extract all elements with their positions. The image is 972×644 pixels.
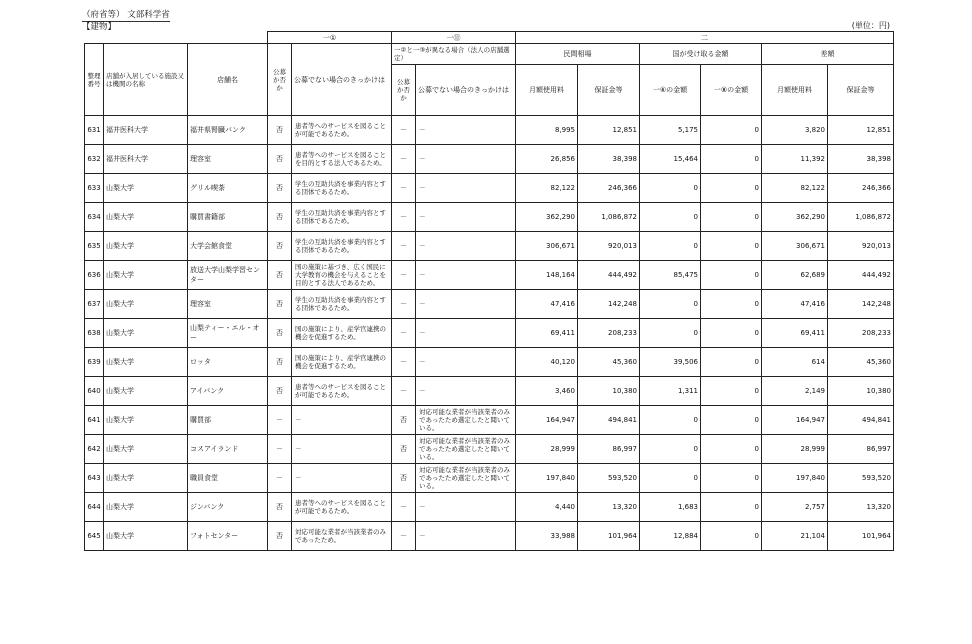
- row-diff-deposit: 10,380: [828, 377, 894, 406]
- row-diff-deposit: 101,964: [828, 522, 894, 551]
- row-diff-monthly: 62,689: [762, 261, 828, 290]
- table-row: [85, 116, 894, 145]
- row-number: 644: [85, 493, 104, 522]
- row-store: ジンバンク: [188, 493, 268, 522]
- row-facility: 山梨大学: [104, 435, 188, 464]
- row-number: 645: [85, 522, 104, 551]
- row-diff-monthly: 2,149: [762, 377, 828, 406]
- row-diff-monthly: 47,416: [762, 290, 828, 319]
- row-diff-monthly: 164,947: [762, 406, 828, 435]
- row-diff-deposit: 246,366: [828, 174, 894, 203]
- row-facility: 山梨大学: [104, 493, 188, 522]
- row-number: 637: [85, 290, 104, 319]
- row-facility: 福井医科大学: [104, 145, 188, 174]
- row-state-amount-6: 1,683: [640, 493, 701, 522]
- col-minkan: 民間相場: [516, 44, 640, 65]
- row-facility: 山梨大学: [104, 174, 188, 203]
- row-reason2: 対応可能な業者が当該業者のみであったため選定したと聞いている。: [416, 406, 516, 435]
- unit-label: (単位：円): [851, 21, 890, 30]
- row-diff-monthly: 306,671: [762, 232, 828, 261]
- row-koubo: 否: [268, 290, 292, 319]
- table-row: [85, 377, 894, 406]
- row-store: 福井県腎臓バンク: [188, 116, 268, 145]
- table-row: [85, 145, 894, 174]
- table-row: [85, 522, 894, 551]
- row-market-deposit: 101,964: [578, 522, 640, 551]
- row-koubo2: －: [392, 319, 416, 348]
- row-market-monthly: 362,290: [516, 203, 578, 232]
- row-market-monthly: 164,947: [516, 406, 578, 435]
- row-market-monthly: 47,416: [516, 290, 578, 319]
- row-reason2: －: [416, 348, 516, 377]
- table-row: [85, 348, 894, 377]
- col-seiri: 整理番号: [85, 44, 104, 116]
- row-state-amount-6: 12,884: [640, 522, 701, 551]
- row-koubo: －: [268, 464, 292, 493]
- row-koubo: 否: [268, 232, 292, 261]
- row-diff-monthly: 2,757: [762, 493, 828, 522]
- col-monthly2: 月額使用料: [762, 65, 828, 116]
- row-reason2: 対応可能な業者が当該業者のみであったため選定したと聞いている。: [416, 464, 516, 493]
- row-state-amount-8: 0: [701, 348, 762, 377]
- row-diff-deposit: 13,320: [828, 493, 894, 522]
- row-store: 大学会館食堂: [188, 232, 268, 261]
- row-reason2: －: [416, 290, 516, 319]
- row-reason2: －: [416, 261, 516, 290]
- row-market-deposit: 444,492: [578, 261, 640, 290]
- row-market-monthly: 28,999: [516, 435, 578, 464]
- row-number: 633: [85, 174, 104, 203]
- row-koubo2: －: [392, 203, 416, 232]
- row-diff-monthly: 21,104: [762, 522, 828, 551]
- row-koubo: 否: [268, 203, 292, 232]
- table-row: [85, 203, 894, 232]
- col-koubo: 公募か否か: [268, 44, 292, 116]
- row-number: 634: [85, 203, 104, 232]
- row-facility: 山梨大学: [104, 232, 188, 261]
- row-reason: 学生の互助共済を事業内容とする団体であるため。: [292, 290, 392, 319]
- row-market-deposit: 1,086,872: [578, 203, 640, 232]
- row-number: 640: [85, 377, 104, 406]
- row-koubo2: －: [392, 377, 416, 406]
- row-market-deposit: 208,233: [578, 319, 640, 348]
- row-koubo: 否: [268, 145, 292, 174]
- row-market-deposit: 13,320: [578, 493, 640, 522]
- row-diff-monthly: 197,840: [762, 464, 828, 493]
- col-koubo2: 公募か否か: [392, 65, 416, 116]
- row-market-deposit: 920,013: [578, 232, 640, 261]
- row-facility: 山梨大学: [104, 261, 188, 290]
- row-facility: 山梨大学: [104, 203, 188, 232]
- row-reason: 国の施策により、産学官連携の機会を促進するため。: [292, 319, 392, 348]
- col-deposit2: 保証金等: [828, 65, 894, 116]
- col-sagaku: 差額: [762, 44, 894, 65]
- row-store: グリル喫茶: [188, 174, 268, 203]
- store-table: [84, 31, 894, 551]
- row-state-amount-6: 0: [640, 232, 701, 261]
- row-facility: 山梨大学: [104, 348, 188, 377]
- col-amt8: 一⑧の金額: [701, 65, 762, 116]
- row-market-deposit: 142,248: [578, 290, 640, 319]
- row-reason: 患者等へのサービスを図ることが可能であるため。: [292, 493, 392, 522]
- row-state-amount-8: 0: [701, 319, 762, 348]
- row-diff-monthly: 11,392: [762, 145, 828, 174]
- row-diff-deposit: 208,233: [828, 319, 894, 348]
- row-diff-monthly: 28,999: [762, 435, 828, 464]
- row-diff-monthly: 614: [762, 348, 828, 377]
- col-monthly: 月額使用料: [516, 65, 578, 116]
- row-market-monthly: 306,671: [516, 232, 578, 261]
- row-state-amount-8: 0: [701, 116, 762, 145]
- row-number: 636: [85, 261, 104, 290]
- row-market-deposit: 45,360: [578, 348, 640, 377]
- row-facility: 福井医科大学: [104, 116, 188, 145]
- row-koubo: 否: [268, 522, 292, 551]
- col-deposit: 保証金等: [578, 65, 640, 116]
- row-facility: 山梨大学: [104, 522, 188, 551]
- row-market-deposit: 10,380: [578, 377, 640, 406]
- table-row: [85, 290, 894, 319]
- table-row: [85, 493, 894, 522]
- row-state-amount-8: 0: [701, 464, 762, 493]
- row-state-amount-8: 0: [701, 261, 762, 290]
- row-number: 643: [85, 464, 104, 493]
- row-state-amount-8: 0: [701, 145, 762, 174]
- row-diff-deposit: 12,851: [828, 116, 894, 145]
- row-reason: 国の施策により、産学官連携の機会を促進するため。: [292, 348, 392, 377]
- table-row: [85, 174, 894, 203]
- row-diff-deposit: 86,997: [828, 435, 894, 464]
- row-state-amount-6: 1,311: [640, 377, 701, 406]
- table-row: [85, 232, 894, 261]
- row-facility: 山梨大学: [104, 319, 188, 348]
- row-koubo: 否: [268, 377, 292, 406]
- row-number: 631: [85, 116, 104, 145]
- row-store: 購買部: [188, 406, 268, 435]
- group3-header: 一②と一③が異なる場合（法人の店舗選定）: [392, 44, 516, 65]
- row-reason2: －: [416, 174, 516, 203]
- row-facility: 山梨大学: [104, 290, 188, 319]
- row-market-monthly: 69,411: [516, 319, 578, 348]
- row-diff-deposit: 593,520: [828, 464, 894, 493]
- row-state-amount-8: 0: [701, 406, 762, 435]
- row-koubo2: －: [392, 145, 416, 174]
- row-koubo2: －: [392, 116, 416, 145]
- row-diff-monthly: 82,122: [762, 174, 828, 203]
- row-state-amount-6: 39,506: [640, 348, 701, 377]
- row-number: 635: [85, 232, 104, 261]
- row-state-amount-8: 0: [701, 522, 762, 551]
- row-diff-deposit: 45,360: [828, 348, 894, 377]
- group4-header: 二: [516, 32, 894, 44]
- row-market-monthly: 26,856: [516, 145, 578, 174]
- row-number: 639: [85, 348, 104, 377]
- row-koubo2: －: [392, 348, 416, 377]
- row-market-monthly: 148,164: [516, 261, 578, 290]
- row-number: 641: [85, 406, 104, 435]
- row-koubo2: －: [392, 261, 416, 290]
- group2-header: 一⑪: [392, 32, 516, 44]
- row-state-amount-6: 5,175: [640, 116, 701, 145]
- row-koubo: －: [268, 435, 292, 464]
- ministry-label: （府省等） 文部科学省: [82, 10, 170, 20]
- table-row: [85, 464, 894, 493]
- col-kuni: 国が受け取る金額: [640, 44, 762, 65]
- row-koubo2: －: [392, 290, 416, 319]
- row-store: 理容室: [188, 290, 268, 319]
- row-state-amount-6: 15,464: [640, 145, 701, 174]
- table-row: [85, 406, 894, 435]
- row-store: 購買書籍部: [188, 203, 268, 232]
- table-row: [85, 319, 894, 348]
- row-store: アイバンク: [188, 377, 268, 406]
- row-market-monthly: 40,120: [516, 348, 578, 377]
- row-diff-deposit: 1,086,872: [828, 203, 894, 232]
- row-koubo2: 否: [392, 435, 416, 464]
- row-state-amount-6: 0: [640, 406, 701, 435]
- row-state-amount-6: 0: [640, 290, 701, 319]
- group1-header: 一①: [268, 32, 392, 44]
- row-state-amount-6: 0: [640, 319, 701, 348]
- table-row: [85, 261, 894, 290]
- row-reason: －: [292, 464, 392, 493]
- row-koubo2: －: [392, 232, 416, 261]
- row-market-monthly: 197,840: [516, 464, 578, 493]
- row-koubo2: －: [392, 522, 416, 551]
- row-diff-monthly: 362,290: [762, 203, 828, 232]
- row-state-amount-8: 0: [701, 203, 762, 232]
- row-store: 放送大学山梨学習センター: [188, 261, 268, 290]
- row-state-amount-8: 0: [701, 232, 762, 261]
- row-number: 638: [85, 319, 104, 348]
- row-koubo: 否: [268, 174, 292, 203]
- row-koubo2: 否: [392, 406, 416, 435]
- col-amt6: 一⑥の金額: [640, 65, 701, 116]
- row-state-amount-8: 0: [701, 493, 762, 522]
- row-store: 理容室: [188, 145, 268, 174]
- section-label: 【建物】: [82, 22, 117, 32]
- row-facility: 山梨大学: [104, 406, 188, 435]
- row-store: 職員食堂: [188, 464, 268, 493]
- row-koubo: 否: [268, 348, 292, 377]
- row-state-amount-6: 0: [640, 464, 701, 493]
- row-koubo: 否: [268, 493, 292, 522]
- row-reason: －: [292, 406, 392, 435]
- row-store: コスアイランド: [188, 435, 268, 464]
- row-market-monthly: 33,988: [516, 522, 578, 551]
- row-reason: 患者等へのサービスを図ることを目的とする法人であるため。: [292, 145, 392, 174]
- row-store: ロッタ: [188, 348, 268, 377]
- row-state-amount-8: 0: [701, 435, 762, 464]
- col-store: 店舗名: [188, 44, 268, 116]
- row-facility: 山梨大学: [104, 377, 188, 406]
- row-diff-monthly: 3,820: [762, 116, 828, 145]
- row-reason: 学生の互助共済を事業内容とする団体であるため。: [292, 232, 392, 261]
- row-reason2: －: [416, 493, 516, 522]
- row-store: フォトセンター: [188, 522, 268, 551]
- row-reason: 患者等へのサービスを図ることが可能であるため。: [292, 116, 392, 145]
- row-market-monthly: 4,440: [516, 493, 578, 522]
- row-reason2: －: [416, 522, 516, 551]
- row-koubo2: 否: [392, 464, 416, 493]
- row-reason2: －: [416, 145, 516, 174]
- row-diff-deposit: 142,248: [828, 290, 894, 319]
- row-reason: 学生の互助共済を事業内容とする団体であるため。: [292, 203, 392, 232]
- row-number: 642: [85, 435, 104, 464]
- col-facility: 店舗が入居している施設又は機関の名称: [104, 44, 188, 116]
- row-state-amount-6: 0: [640, 435, 701, 464]
- row-diff-deposit: 920,013: [828, 232, 894, 261]
- row-market-monthly: 3,460: [516, 377, 578, 406]
- row-state-amount-6: 85,475: [640, 261, 701, 290]
- row-reason2: －: [416, 377, 516, 406]
- row-market-monthly: 82,122: [516, 174, 578, 203]
- row-reason2: －: [416, 116, 516, 145]
- row-market-deposit: 38,398: [578, 145, 640, 174]
- row-koubo: 否: [268, 261, 292, 290]
- row-market-deposit: 86,997: [578, 435, 640, 464]
- row-diff-deposit: 494,841: [828, 406, 894, 435]
- row-market-deposit: 593,520: [578, 464, 640, 493]
- row-reason2: －: [416, 319, 516, 348]
- row-facility: 山梨大学: [104, 464, 188, 493]
- row-reason2: －: [416, 232, 516, 261]
- col-reason2: 公募でない場合のきっかけは: [416, 65, 516, 116]
- row-reason: 国の施策に基づき、広く国民に大学教育の機会を与えることを目的とする法人であるため。: [292, 261, 392, 290]
- row-market-deposit: 12,851: [578, 116, 640, 145]
- row-state-amount-6: 0: [640, 203, 701, 232]
- row-market-monthly: 8,995: [516, 116, 578, 145]
- row-store: 山梨ティー・エル・オー: [188, 319, 268, 348]
- row-state-amount-6: 0: [640, 174, 701, 203]
- row-reason: 患者等へのサービスを図ることが可能であるため。: [292, 377, 392, 406]
- row-state-amount-8: 0: [701, 174, 762, 203]
- row-diff-deposit: 38,398: [828, 145, 894, 174]
- row-reason: －: [292, 435, 392, 464]
- row-koubo: 否: [268, 319, 292, 348]
- row-diff-monthly: 69,411: [762, 319, 828, 348]
- row-koubo: 否: [268, 116, 292, 145]
- row-reason2: －: [416, 203, 516, 232]
- row-market-deposit: 246,366: [578, 174, 640, 203]
- table-row: [85, 435, 894, 464]
- row-koubo2: －: [392, 174, 416, 203]
- row-state-amount-8: 0: [701, 290, 762, 319]
- row-reason2: 対応可能な業者が当該業者のみであったため選定したと聞いている。: [416, 435, 516, 464]
- row-koubo: －: [268, 406, 292, 435]
- row-reason: 学生の互助共済を事業内容とする団体であるため。: [292, 174, 392, 203]
- row-market-deposit: 494,841: [578, 406, 640, 435]
- row-koubo2: －: [392, 493, 416, 522]
- row-reason: 対応可能な業者が当該業者のみであったため。: [292, 522, 392, 551]
- row-diff-deposit: 444,492: [828, 261, 894, 290]
- row-number: 632: [85, 145, 104, 174]
- col-reason: 公募でない場合のきっかけは: [292, 44, 392, 116]
- row-state-amount-8: 0: [701, 377, 762, 406]
